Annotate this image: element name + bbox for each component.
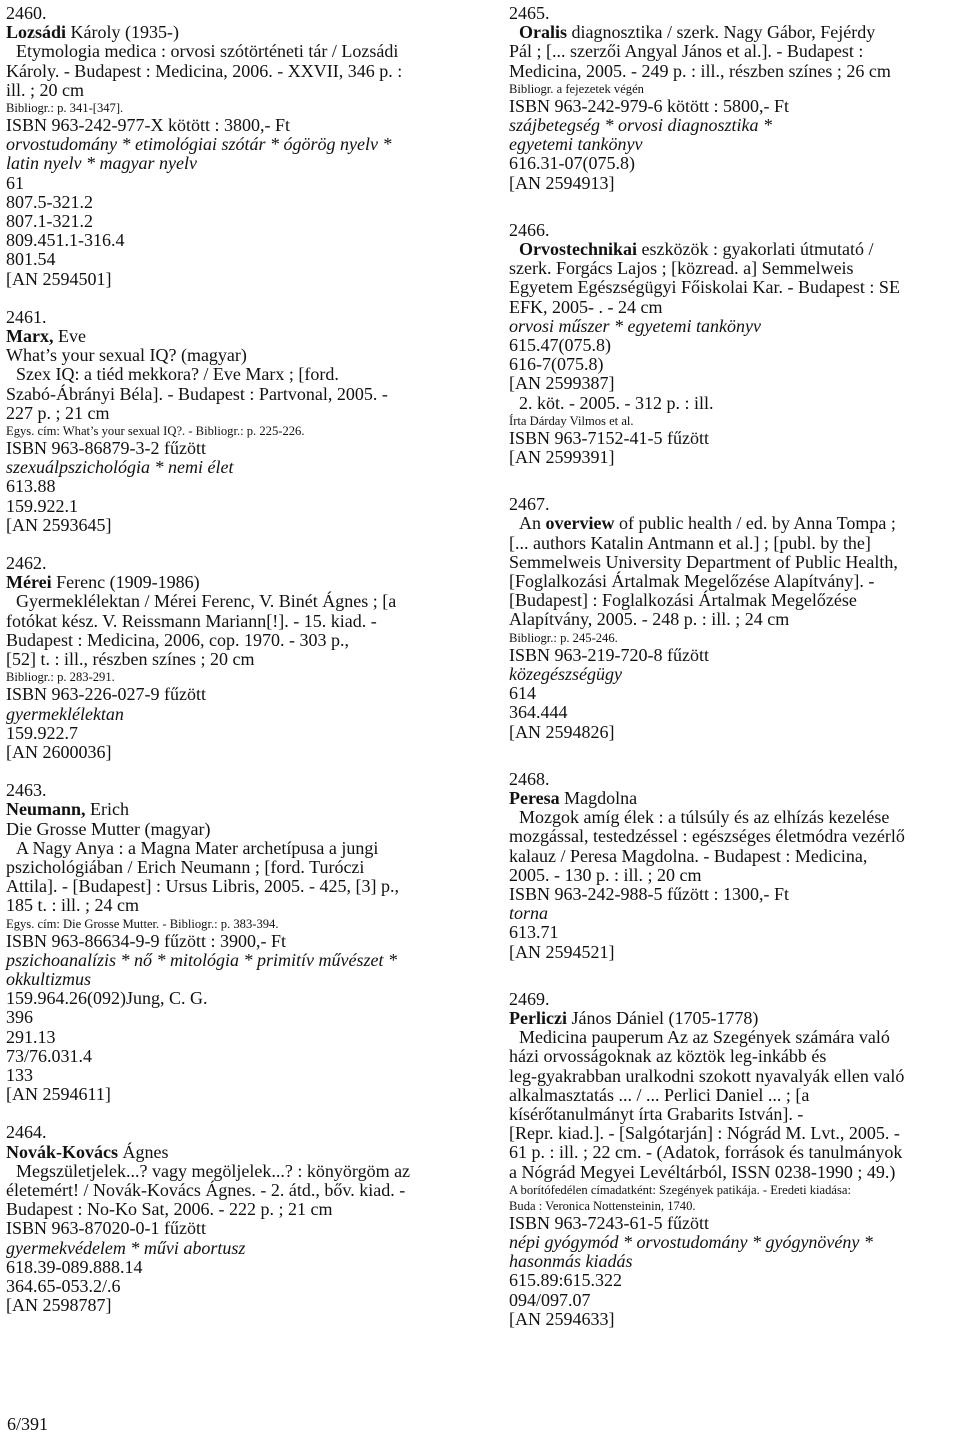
subject-line: gyermeklélektan [6, 703, 124, 724]
entry-line: 2460. [6, 3, 47, 23]
entry-line: 2462. [6, 553, 47, 574]
entry-line: 291.13 [6, 1026, 56, 1047]
entry-line: 616.31-07(075.8) [509, 153, 635, 174]
entry-spacer [509, 193, 960, 221]
entry-line: 133 [6, 1064, 33, 1085]
entry-line: Attila]. - [Budapest] : Ursus Libris, 2005. - 425, [3] p., [6, 876, 399, 897]
entry-line: [AN 2599391] [509, 447, 615, 468]
heading-keyword: Neumann, [6, 799, 86, 820]
note-line: Bibliogr.: p. 341-[347]. [6, 101, 124, 116]
entry-line: pszichológiában / Erich Neumann ; [ford. Turóczi [6, 856, 365, 877]
heading-keyword: overview [545, 513, 615, 534]
heading-keyword: Peresa [509, 787, 560, 808]
entry-line: 2005. - 130 p. : ill. ; 20 cm [509, 864, 702, 885]
entry-line: [AN 2594611] [6, 1084, 111, 1105]
entry-line: házi orvosságoknak az köztök leg-inkább és [509, 1046, 827, 1067]
entry-heading [509, 789, 960, 808]
entry-line: 613.88 [6, 476, 56, 497]
entry-line: ISBN 963-242-988-5 fűzött : 1300,- Ft [509, 883, 789, 904]
entry-line: 807.5-321.2 [6, 191, 93, 212]
entry-line: [AN 2598787] [6, 1295, 112, 1316]
entry-line: Medicina pauperum Az az Szegények számára való [519, 1027, 890, 1048]
entry-line: fotókat kész. V. Reissmann Mariann[!]. - 15. kiad. - [6, 610, 377, 631]
subject-line: pszichoanalízis * nő * mitológia * primitív művészet * [6, 949, 397, 970]
entry-heading [6, 800, 464, 819]
entry-line: Károly. - Budapest : Medicina, 2006. - XXVII, 346 p. : [6, 60, 403, 81]
entry-line: a Nógrád Megyei Levéltárból, ISSN 0238-1990 ; 49.) [509, 1161, 896, 1182]
subject-line: orvostudomány * etimológiai szótár * ógörög nyelv * [6, 134, 392, 155]
entry-line: [AN 2594826] [509, 721, 615, 742]
entry-heading [6, 1143, 464, 1162]
entry-line: ISBN 963-86634-9-9 fűzött : 3900,- Ft [6, 930, 286, 951]
entry-line: What’s your sexual IQ? (magyar) [6, 345, 247, 366]
entry-line: 809.451.1-316.4 [6, 230, 125, 251]
catalog-entry [509, 770, 960, 962]
right-column [509, 4, 960, 1329]
entry-line: 227 p. ; 21 cm [6, 402, 110, 423]
entry-line: [Repr. kiad.]. - [Salgótarján] : Nógrád M. Lvt., 2005. - [509, 1123, 900, 1144]
catalog-entry [509, 495, 960, 741]
entry-line: 61 p. : ill. ; 22 cm. - (Adatok, források és tanulmányok [509, 1142, 903, 1163]
heading-keyword: Perliczi [509, 1007, 567, 1028]
heading-rest: Magdolna [559, 787, 638, 808]
heading-keyword: Orvostechnikai [519, 239, 638, 260]
note-line: Írta Dárday Vilmos et al. [509, 413, 634, 428]
entry-line: [AN 2594633] [509, 1308, 615, 1329]
entry-line: Etymologia medica : orvosi szótörténeti tár / Lozsádi [16, 41, 399, 62]
entry-spacer [509, 742, 960, 770]
entry-line: [AN 2594501] [6, 268, 112, 289]
heading-rest: diagnosztika / szerk. Nagy Gábor, Fejérdy [567, 22, 876, 43]
entry-line: 364.444 [509, 702, 568, 723]
entry-line: 2468. [509, 768, 550, 789]
entry-line: Szabó-Ábrányi Béla]. - Budapest : Partvonal, 2005. - [6, 383, 388, 404]
subject-line: torna [509, 903, 549, 924]
catalog-entry [6, 554, 464, 762]
entry-line: 615.89:615.322 [509, 1270, 623, 1291]
entry-line: 2467. [509, 494, 550, 515]
entry-line: [AN 2599387] [509, 373, 615, 394]
entry-line: 616-7(075.8) [509, 354, 604, 375]
heading-keyword: Lozsádi [6, 22, 67, 43]
entry-line: 396 [6, 1007, 33, 1028]
entry-line: ISBN 963-7243-61-5 fűzött [509, 1212, 709, 1233]
catalog-entry [6, 4, 464, 289]
entry-line: ill. ; 20 cm [6, 79, 84, 100]
entry-line: ISBN 963-242-979-6 kötött : 5800,- Ft [509, 95, 790, 116]
heading-keyword: Novák-Kovács [6, 1141, 118, 1162]
entry-heading [6, 327, 464, 346]
entry-line: mozgással, testedzéssel : egészséges életmódra vezérlő [509, 826, 905, 847]
subject-line: hasonmás kiadás [509, 1251, 633, 1272]
entry-line: [52] t. : ill., részben színes ; 20 cm [6, 649, 255, 670]
subject-line: közegészségügy [509, 663, 622, 684]
entry-line: [Foglalkozási Ártalmak Megelőzése Alapítvány]. - [509, 571, 875, 592]
entry-line: ISBN 963-86879-3-2 fűzött [6, 438, 206, 459]
note-line: Buda : Veronica Nottensteinin, 1740. [509, 1198, 696, 1213]
note-line: A borítófedélen címadatként: Szegények patikája. - Eredeti kiadása: [509, 1182, 851, 1197]
left-column [6, 4, 464, 1315]
entry-line: 801.54 [6, 249, 56, 270]
entry-line: EFK, 2005- . - 24 cm [509, 296, 663, 317]
entry-line: 2466. [509, 219, 550, 240]
entry-line: 613.71 [509, 922, 559, 943]
entry-heading [509, 240, 960, 259]
entry-line: ISBN 963-87020-0-1 fűzött [6, 1218, 206, 1239]
heading-rest: János Dániel (1705-1778) [566, 1007, 759, 1028]
entry-line: ISBN 963-242-977-X kötött : 3800,- Ft [6, 115, 291, 136]
entry-line: 364.65-053.2/.6 [6, 1275, 121, 1296]
entry-line: ISBN 963-219-720-8 fűzött [509, 644, 709, 665]
entry-line: 61 [6, 172, 24, 193]
entry-spacer [509, 962, 960, 990]
catalog-entry [6, 781, 464, 1104]
catalog-entry [6, 1123, 464, 1315]
entry-line: Pál ; [... szerzői Angyal János et al.]. - Budapest : [509, 41, 864, 62]
note-line: Egys. cím: Die Grosse Mutter. - Bibliogr.: p. 383-394. [6, 916, 279, 931]
entry-line: 2469. [509, 988, 550, 1009]
entry-line: [Budapest] : Foglalkozási Ártalmak Megelőzése [509, 590, 857, 611]
entry-line: 2461. [6, 306, 47, 327]
entry-line: A Nagy Anya : a Magna Mater archetípusa a jungi [16, 837, 379, 858]
entry-line: 614 [509, 683, 536, 704]
note-line: Bibliogr. a fejezetek végén [509, 81, 644, 96]
entry-line: Gyermeklélektan / Mérei Ferenc, V. Binét Ágnes ; [a [16, 591, 397, 612]
catalog-entry [6, 308, 464, 535]
entry-line: Budapest : No-Ko Sat, 2006. - 222 p. ; 21 cm [6, 1199, 333, 1220]
subject-line: szexuálpszichológia * nemi élet [6, 457, 234, 478]
entry-line: 615.47(075.8) [509, 335, 611, 356]
entry-line: [AN 2594913] [509, 172, 615, 193]
entry-line: 2465. [509, 3, 550, 23]
entry-line: 807.1-321.2 [6, 211, 93, 232]
entry-line: ISBN 963-7152-41-5 fűzött [509, 427, 709, 448]
entry-line: Alapítvány, 2005. - 248 p. : ill. ; 24 cm [509, 609, 790, 630]
page-number: 6/391 [7, 1414, 49, 1434]
entry-line: Medicina, 2005. - 249 p. : ill., részben színes ; 26 cm [509, 60, 891, 81]
entry-line: [AN 2600036] [6, 741, 112, 762]
subject-line: egyetemi tankönyv [509, 134, 643, 155]
note-line: Egys. cím: What’s your sexual IQ?. - Bibliogr.: p. 225-226. [6, 424, 305, 439]
entry-spacer [6, 535, 464, 554]
entry-spacer [6, 762, 464, 781]
entry-line: Egyetem Egészségügyi Főiskolai Kar. - Budapest : SE [509, 277, 900, 298]
entry-heading [509, 23, 960, 42]
entry-line: [AN 2593645] [6, 514, 112, 535]
heading-rest: eszközök : gyakorlati útmutató / [637, 239, 874, 260]
entry-line: 185 t. : ill. ; 24 cm [6, 895, 139, 916]
entry-line: 618.39-089.888.14 [6, 1256, 143, 1277]
subject-line: szájbetegség * orvosi diagnosztika * [509, 115, 772, 136]
entry-spacer [509, 467, 960, 495]
subject-line: népi gyógymód * orvostudomány * gyógynövény * [509, 1231, 873, 1252]
entry-heading [509, 1009, 960, 1028]
catalog-entry [509, 990, 960, 1329]
heading-rest: Ferenc (1909-1986) [51, 572, 200, 593]
entry-line: Budapest : Medicina, 2006, cop. 1970. - 303 p., [6, 629, 349, 650]
entry-spacer [6, 1104, 464, 1123]
entry-line: [... authors Katalin Antmann et al.] ; [publ. by the] [509, 532, 871, 553]
entry-heading [6, 23, 464, 42]
entry-line: 159.964.26(092)Jung, C. G. [6, 988, 208, 1009]
heading-rest: Ágnes [118, 1141, 169, 1162]
entry-line: Mozgok amíg élek : a túlsúly és az elhízás kezelése [519, 807, 890, 828]
entry-line: leg-gyakrabban uralkodni szokott nyavalyák ellen való [509, 1065, 905, 1086]
entry-line: életemért! / Novák-Kovács Ágnes. - 2. átd., bőv. kiad. - [6, 1179, 406, 1200]
subject-line: orvosi műszer * egyetemi tankönyv [509, 315, 761, 336]
heading-rest: Eve [53, 326, 86, 347]
note-line: Bibliogr.: p. 245-246. [509, 630, 618, 645]
entry-line: 159.922.1 [6, 495, 78, 516]
entry-line: Megszületjelek...? vagy megöljelek...? : könyörgöm az [16, 1160, 411, 1181]
catalog-entry [509, 221, 960, 467]
subject-line: okkultizmus [6, 968, 91, 989]
entry-line: alkalmasztatás ... / ... Perlici Daniel ... ; [a [509, 1084, 810, 1105]
note-line: Bibliogr.: p. 283-291. [6, 670, 115, 685]
entry-line: Szex IQ: a tiéd mekkora? / Eve Marx ; [ford. [16, 364, 339, 385]
heading-rest: Károly (1935-) [66, 22, 179, 43]
entry-line: Semmelweis University Department of Public Health, [509, 551, 898, 572]
heading-prefix: An [519, 513, 546, 534]
entry-heading [509, 514, 960, 533]
entry-line: 73/76.031.4 [6, 1045, 93, 1066]
heading-keyword: Marx, [6, 326, 54, 347]
subject-line: gyermekvédelem * művi abortusz [6, 1237, 246, 1258]
entry-line: 2464. [6, 1122, 47, 1143]
subject-line: latin nyelv * magyar nyelv [6, 153, 197, 174]
entry-line: [AN 2594521] [509, 941, 615, 962]
entry-spacer [6, 289, 464, 308]
heading-keyword: Mérei [6, 572, 52, 593]
catalog-entry [509, 4, 960, 193]
entry-line: 094/097.07 [509, 1289, 591, 1310]
heading-rest: of public health / ed. by Anna Tompa ; [614, 513, 896, 534]
entry-line: kísérőtanulmányt írta Grabarits István]. - [509, 1103, 804, 1124]
entry-line: ISBN 963-226-027-9 fűzött [6, 684, 206, 705]
entry-line: szerk. Forgács Lajos ; [közread. a] Semmelweis [509, 258, 854, 279]
entry-heading [6, 573, 464, 592]
heading-keyword: Oralis [519, 22, 567, 43]
heading-rest: Erich [85, 799, 129, 820]
entry-line: 159.922.7 [6, 722, 78, 743]
entry-line: kalauz / Peresa Magdolna. - Budapest : Medicina, [509, 845, 868, 866]
entry-line: 2. köt. - 2005. - 312 p. : ill. [519, 392, 714, 413]
entry-line: 2463. [6, 780, 47, 801]
entry-line: Die Grosse Mutter (magyar) [6, 818, 211, 839]
